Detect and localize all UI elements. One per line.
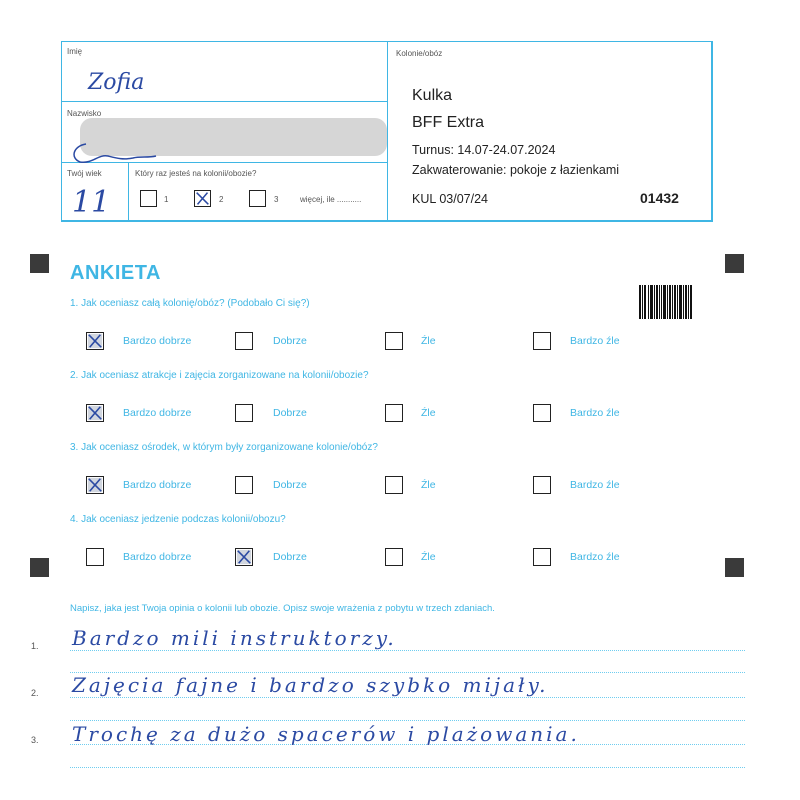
option-label: Bardzo dobrze — [123, 551, 192, 563]
option-label: Bardzo źle — [570, 479, 620, 491]
times-option-1: 1 — [164, 195, 169, 204]
times-option-2: 2 — [219, 195, 224, 204]
accommodation: Zakwaterowanie: pokoje z łazienkami — [412, 163, 620, 177]
times-checkbox-3[interactable] — [249, 190, 266, 207]
name-value: Zofia — [88, 70, 145, 95]
camp-code: KUL 03/07/24 — [412, 192, 488, 206]
line-number: 1. — [31, 641, 39, 651]
line-number: 2. — [31, 688, 39, 698]
question-text: 1. Jak oceniasz całą kolonię/obóz? (Podobało Ci się?) — [70, 298, 310, 309]
option-label: Dobrze — [273, 407, 307, 419]
age-value: 11 — [72, 185, 111, 220]
registration-marker — [725, 254, 744, 273]
answer-checkbox[interactable] — [533, 332, 551, 350]
barcode-icon — [639, 285, 692, 319]
answer-line — [70, 720, 745, 721]
option-label: Bardzo dobrze — [123, 407, 192, 419]
answer-checkbox[interactable] — [235, 404, 253, 422]
answer-checkbox[interactable] — [385, 332, 403, 350]
answer-line — [70, 650, 745, 651]
times-label: Który raz jesteś na kolonii/obozie? — [135, 169, 257, 178]
camp-cell — [387, 41, 713, 222]
times-option-more: więcej, ile ........... — [300, 195, 362, 204]
times-option-3: 3 — [274, 195, 279, 204]
times-checkbox-1[interactable] — [140, 190, 157, 207]
age-label: Twój wiek — [67, 169, 102, 178]
answer-checkbox[interactable] — [533, 476, 551, 494]
check-mark-icon — [87, 405, 103, 421]
line-number: 3. — [31, 735, 39, 745]
survey-title: ANKIETA — [70, 262, 161, 284]
check-mark-icon — [236, 549, 252, 565]
age-cell — [61, 162, 129, 222]
registration-marker — [30, 254, 49, 273]
answer-checkbox[interactable] — [235, 476, 253, 494]
registration-marker — [30, 558, 49, 577]
registration-marker — [725, 558, 744, 577]
camp-label: Kolonie/obóz — [396, 49, 443, 58]
answer-line — [70, 767, 745, 768]
answer-checkbox[interactable] — [235, 332, 253, 350]
check-mark-icon — [195, 191, 210, 206]
surname-label: Nazwisko — [67, 109, 102, 118]
option-label: Bardzo źle — [570, 407, 620, 419]
answer-checkbox[interactable] — [86, 404, 104, 422]
option-label: Źle — [421, 479, 436, 491]
answer-text-1: Bardzo mili instruktorzy. — [72, 626, 397, 650]
answer-text-3: Trochę za dużo spacerów i plażowania. — [72, 722, 580, 746]
option-label: Dobrze — [273, 479, 307, 491]
question-text: 4. Jak oceniasz jedzenie podczas kolonii/obozu? — [70, 514, 286, 525]
option-label: Źle — [421, 551, 436, 563]
answer-checkbox[interactable] — [385, 476, 403, 494]
answer-text-2: Zajęcia fajne i bardzo szybko mijały. — [72, 673, 549, 697]
option-label: Bardzo dobrze — [123, 335, 192, 347]
camp-program: BFF Extra — [412, 114, 485, 131]
opinion-prompt: Napisz, jaka jest Twoja opinia o kolonii lub obozie. Opisz swoje wrażenia z pobytu w trzech zdaniach. — [70, 603, 495, 614]
answer-checkbox[interactable] — [86, 332, 104, 350]
option-label: Bardzo źle — [570, 335, 620, 347]
answer-line — [70, 697, 745, 698]
question-text: 2. Jak oceniasz atrakcje i zajęcia zorganizowane na kolonii/obozie? — [70, 370, 369, 381]
surname-scribble-icon — [68, 136, 163, 166]
option-label: Dobrze — [273, 335, 307, 347]
option-label: Źle — [421, 407, 436, 419]
times-checkbox-2[interactable] — [194, 190, 211, 207]
camp-name: Kulka — [412, 87, 453, 104]
form-number: 01432 — [640, 190, 679, 206]
option-label: Bardzo źle — [570, 551, 620, 563]
check-mark-icon — [87, 477, 103, 493]
answer-checkbox[interactable] — [533, 404, 551, 422]
name-label: Imię — [67, 47, 83, 56]
answer-checkbox[interactable] — [385, 404, 403, 422]
option-label: Źle — [421, 335, 436, 347]
answer-checkbox[interactable] — [235, 548, 253, 566]
answer-checkbox[interactable] — [533, 548, 551, 566]
question-text: 3. Jak oceniasz ośrodek, w którym były zorganizowane kolonie/obóz? — [70, 442, 378, 453]
answer-checkbox[interactable] — [86, 548, 104, 566]
answer-checkbox[interactable] — [86, 476, 104, 494]
answer-checkbox[interactable] — [385, 548, 403, 566]
turnus: Turnus: 14.07-24.07.2024 — [412, 143, 556, 157]
option-label: Dobrze — [273, 551, 307, 563]
option-label: Bardzo dobrze — [123, 479, 192, 491]
check-mark-icon — [87, 333, 103, 349]
name-cell — [61, 41, 388, 102]
